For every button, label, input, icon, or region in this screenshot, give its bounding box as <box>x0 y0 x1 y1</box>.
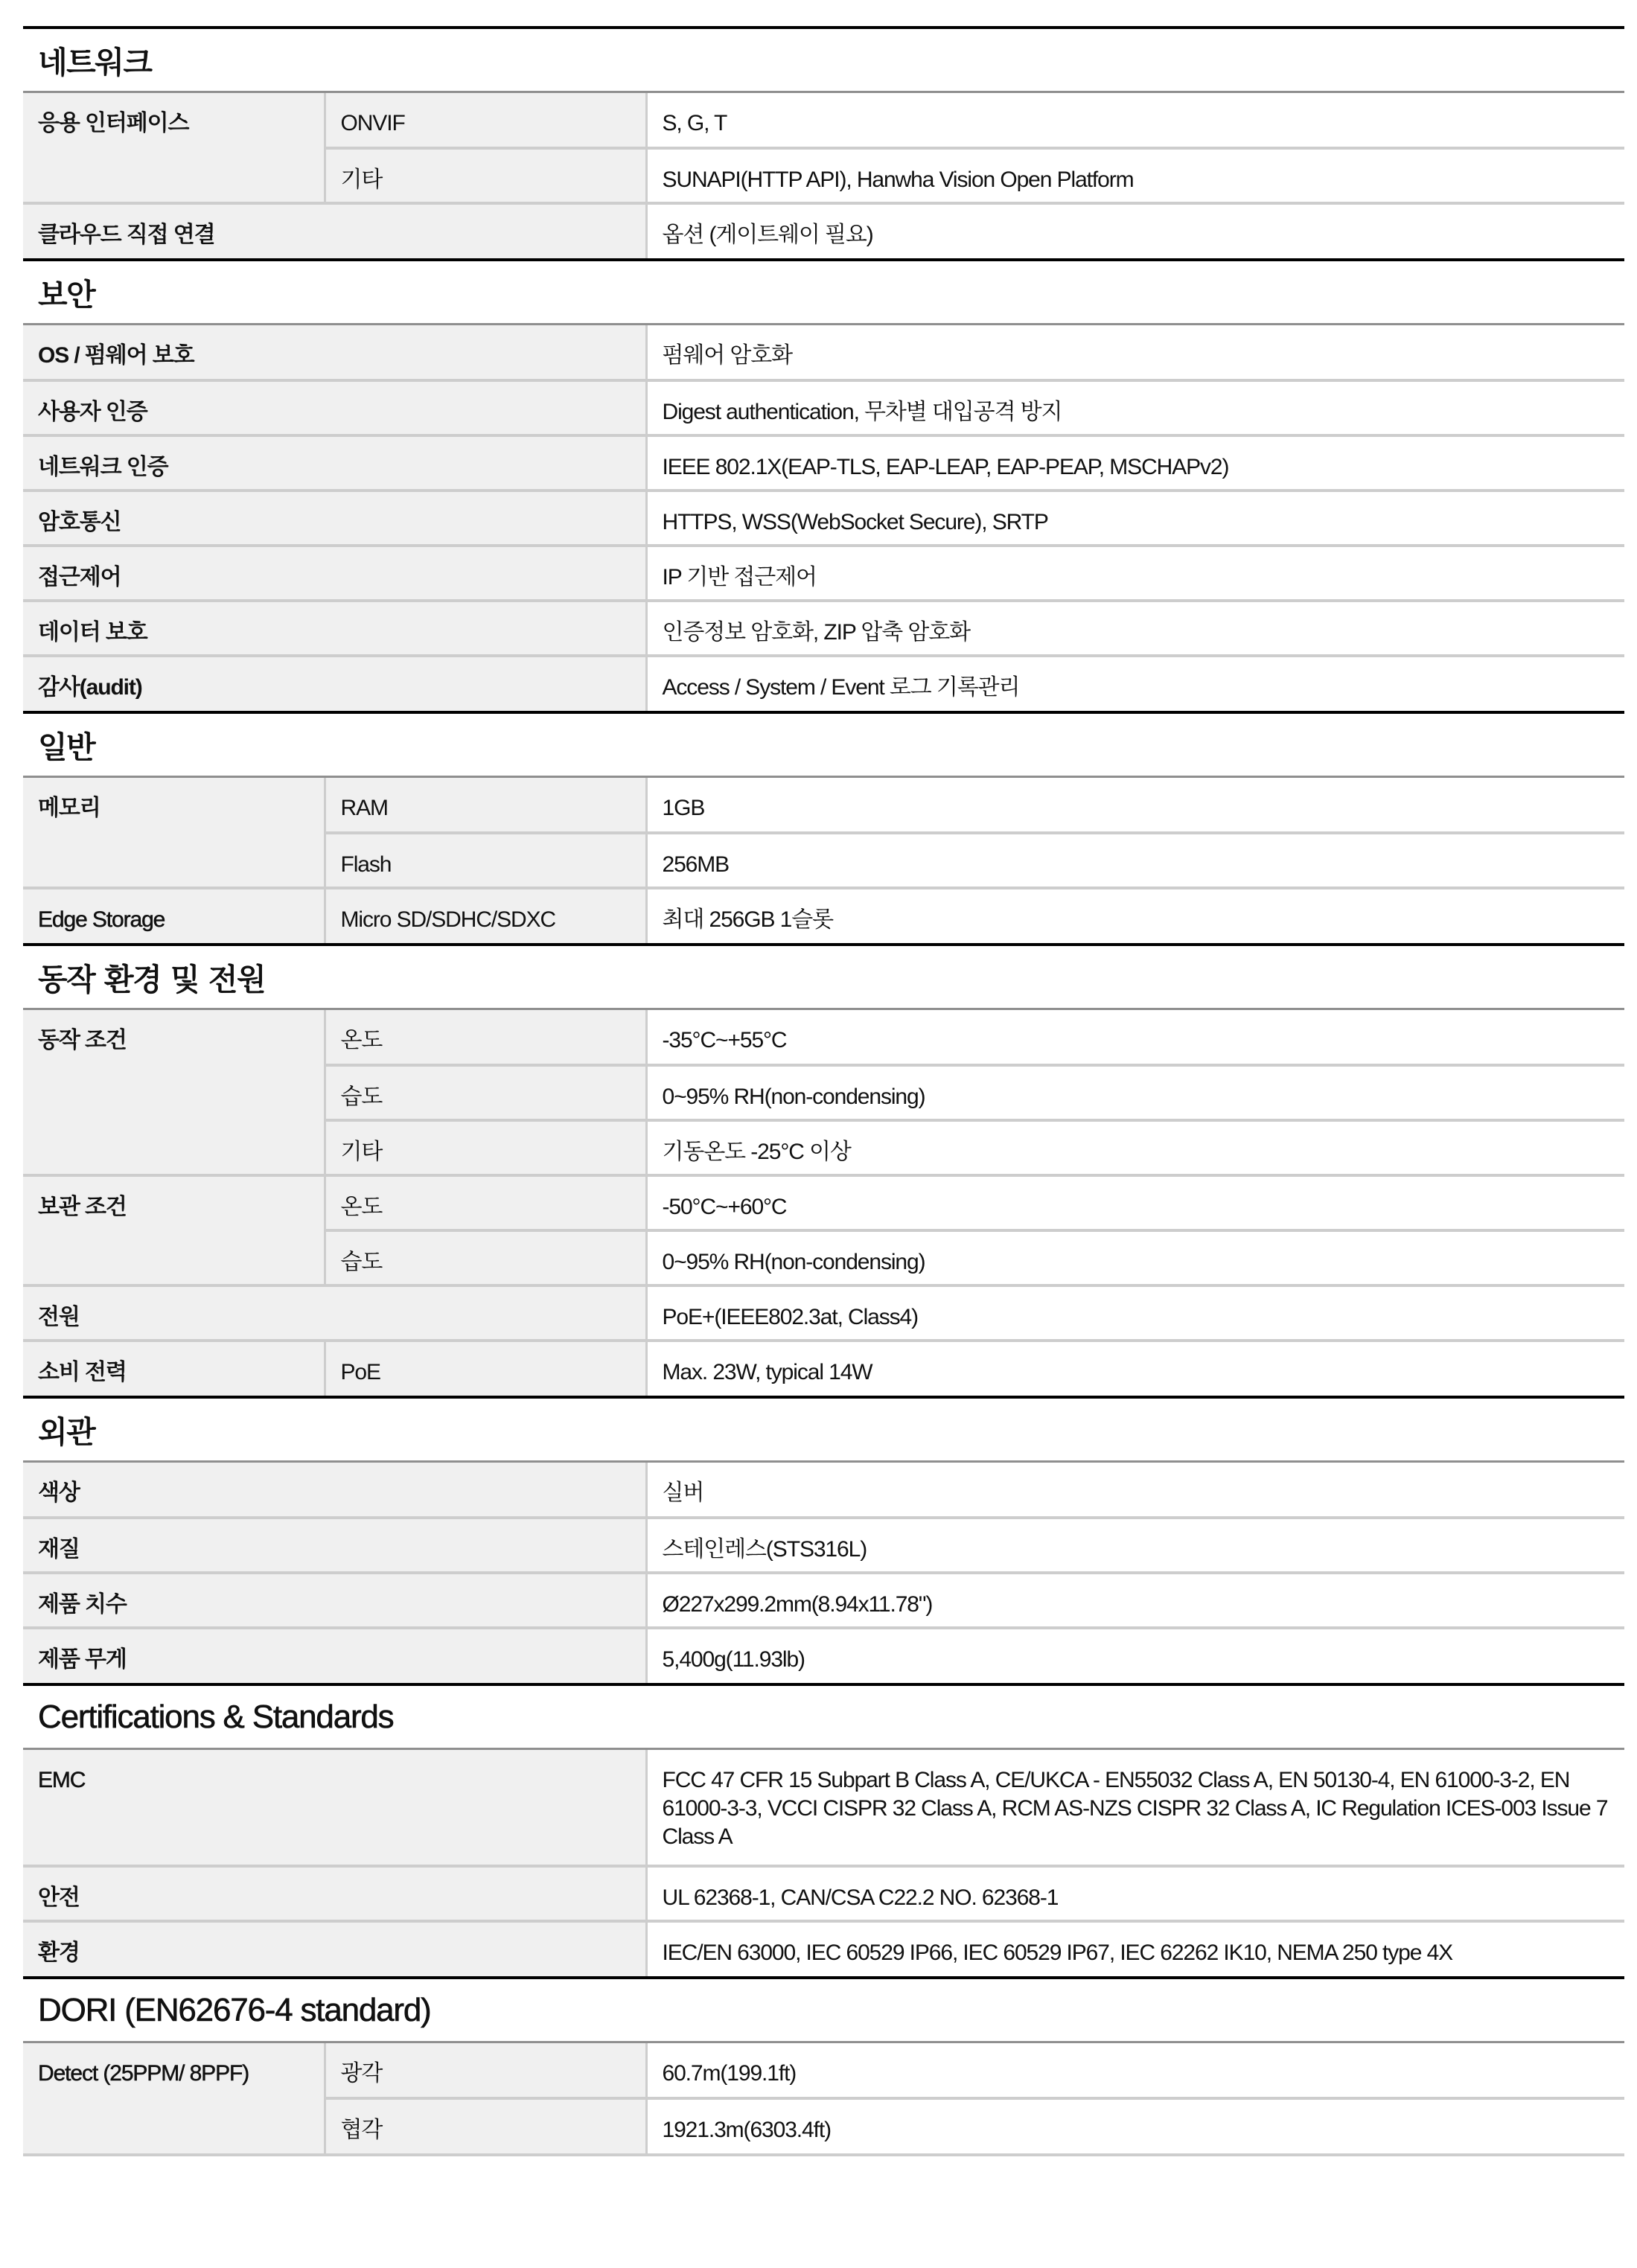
row-sublabel: 광각 <box>325 2043 646 2098</box>
section-title: 네트워크 <box>23 29 1624 93</box>
spec-table-dori <box>23 2043 1624 2153</box>
row-label: 환경 <box>23 1921 646 1976</box>
row-value: 5,400g(11.93lb) <box>646 1628 1624 1683</box>
row-label: 응용 인터페이스 <box>23 93 325 203</box>
row-value: FCC 47 CFR 15 Subpart B Class A, CE/UKCA - EN55032 Class A, EN 50130-4, EN 61000-3-2, EN 61000-3-3, VCCI CISPR 32 Class A, RCM AS-NZS CISPR 32 Class A, IC Regulation ICES-003 Issue 7 Class A <box>646 1750 1624 1866</box>
row-value: PoE+(IEEE802.3at, Class4) <box>646 1285 1624 1341</box>
table-row <box>23 1175 1624 1230</box>
row-value: HTTPS, WSS(WebSocket Secure), SRTP <box>646 491 1624 546</box>
row-label: 감사(audit) <box>23 656 646 711</box>
row-label: 소비 전력 <box>23 1341 325 1396</box>
spec-table-environment <box>23 1010 1624 1396</box>
section-general <box>23 711 1624 943</box>
row-value: 펌웨어 암호화 <box>646 325 1624 380</box>
table-row <box>23 601 1624 656</box>
row-value: 실버 <box>646 1463 1624 1518</box>
row-value: Max. 23W, typical 14W <box>646 1341 1624 1396</box>
table-row <box>23 1285 1624 1341</box>
section-title: Certifications & Standards <box>23 1686 1624 1750</box>
section-network <box>23 26 1624 258</box>
row-label: Edge Storage <box>23 888 325 943</box>
table-row <box>23 1341 1624 1396</box>
table-row <box>23 1518 1624 1573</box>
row-value: 60.7m(199.1ft) <box>646 2043 1624 2098</box>
row-value: 256MB <box>646 833 1624 888</box>
table-row <box>23 778 1624 833</box>
row-sublabel: 기타 <box>325 148 646 203</box>
row-sublabel: Flash <box>325 833 646 888</box>
spec-table-certifications <box>23 1750 1624 1976</box>
row-value: UL 62368-1, CAN/CSA C22.2 NO. 62368-1 <box>646 1866 1624 1921</box>
section-title: 외관 <box>23 1399 1624 1463</box>
table-row <box>23 1463 1624 1518</box>
table-row <box>23 203 1624 258</box>
row-value: -50°C~+60°C <box>646 1175 1624 1230</box>
table-end-divider <box>23 2153 1624 2156</box>
row-value: 0~95% RH(non-condensing) <box>646 1230 1624 1285</box>
row-value: 최대 256GB 1슬롯 <box>646 888 1624 943</box>
table-row <box>23 491 1624 546</box>
row-value: -35°C~+55°C <box>646 1010 1624 1065</box>
row-sublabel: 습도 <box>325 1230 646 1285</box>
row-label: 암호통신 <box>23 491 646 546</box>
spec-table-network <box>23 93 1624 258</box>
row-value: S, G, T <box>646 93 1624 148</box>
row-label: 데이터 보호 <box>23 601 646 656</box>
row-label: 제품 무게 <box>23 1628 646 1683</box>
row-label: 동작 조건 <box>23 1010 325 1175</box>
row-sublabel: 온도 <box>325 1010 646 1065</box>
row-label: Detect (25PPM/ 8PPF) <box>23 2043 325 2153</box>
row-label: 네트워크 인증 <box>23 435 646 491</box>
row-value: Access / System / Event 로그 기록관리 <box>646 656 1624 711</box>
row-value: 인증정보 암호화, ZIP 압축 암호화 <box>646 601 1624 656</box>
row-value: IEC/EN 63000, IEC 60529 IP66, IEC 60529 IP67, IEC 62262 IK10, NEMA 250 type 4X <box>646 1921 1624 1976</box>
row-value: 0~95% RH(non-condensing) <box>646 1065 1624 1120</box>
section-environment-power <box>23 943 1624 1396</box>
table-row <box>23 1628 1624 1683</box>
row-label: 접근제어 <box>23 546 646 601</box>
row-label: 클라우드 직접 연결 <box>23 203 646 258</box>
row-label: EMC <box>23 1750 646 1866</box>
row-value: Digest authentication, 무차별 대입공격 방지 <box>646 380 1624 435</box>
row-sublabel: ONVIF <box>325 93 646 148</box>
section-title: 동작 환경 및 전원 <box>23 946 1624 1010</box>
table-row <box>23 656 1624 711</box>
spec-table-appearance <box>23 1463 1624 1683</box>
row-value: Ø227x299.2mm(8.94x11.78") <box>646 1573 1624 1628</box>
row-sublabel: 습도 <box>325 1065 646 1120</box>
spec-sheet <box>23 26 1624 2156</box>
table-row <box>23 546 1624 601</box>
row-value: 1921.3m(6303.4ft) <box>646 2098 1624 2153</box>
table-row <box>23 888 1624 943</box>
table-row <box>23 1573 1624 1628</box>
row-sublabel: PoE <box>325 1341 646 1396</box>
section-security <box>23 258 1624 711</box>
table-row <box>23 1010 1624 1065</box>
row-label: 전원 <box>23 1285 646 1341</box>
row-label: 제품 치수 <box>23 1573 646 1628</box>
row-value: IP 기반 접근제어 <box>646 546 1624 601</box>
row-sublabel: 협각 <box>325 2098 646 2153</box>
section-dori <box>23 1976 1624 2156</box>
row-value: 기동온도 -25°C 이상 <box>646 1120 1624 1175</box>
row-label: 보관 조건 <box>23 1175 325 1285</box>
spec-table-security <box>23 325 1624 711</box>
table-row <box>23 1750 1624 1866</box>
table-row <box>23 325 1624 380</box>
row-value: 스테인레스(STS316L) <box>646 1518 1624 1573</box>
row-label: 재질 <box>23 1518 646 1573</box>
row-label: 메모리 <box>23 778 325 888</box>
section-title: DORI (EN62676-4 standard) <box>23 1979 1624 2043</box>
table-row <box>23 2043 1624 2098</box>
row-label: 색상 <box>23 1463 646 1518</box>
section-appearance <box>23 1396 1624 1683</box>
row-label: 안전 <box>23 1866 646 1921</box>
row-value: IEEE 802.1X(EAP-TLS, EAP-LEAP, EAP-PEAP, MSCHAPv2) <box>646 435 1624 491</box>
section-title: 일반 <box>23 714 1624 778</box>
row-sublabel: 기타 <box>325 1120 646 1175</box>
section-certifications <box>23 1683 1624 1976</box>
table-row <box>23 380 1624 435</box>
spec-table-general <box>23 778 1624 943</box>
row-label: 사용자 인증 <box>23 380 646 435</box>
table-row <box>23 1921 1624 1976</box>
row-sublabel: Micro SD/SDHC/SDXC <box>325 888 646 943</box>
row-value: SUNAPI(HTTP API), Hanwha Vision Open Platform <box>646 148 1624 203</box>
row-value: 1GB <box>646 778 1624 833</box>
row-sublabel: 온도 <box>325 1175 646 1230</box>
table-row <box>23 435 1624 491</box>
table-row <box>23 1866 1624 1921</box>
row-sublabel: RAM <box>325 778 646 833</box>
row-label: OS / 펌웨어 보호 <box>23 325 646 380</box>
table-row <box>23 93 1624 148</box>
row-value: 옵션 (게이트웨이 필요) <box>646 203 1624 258</box>
section-title: 보안 <box>23 261 1624 325</box>
